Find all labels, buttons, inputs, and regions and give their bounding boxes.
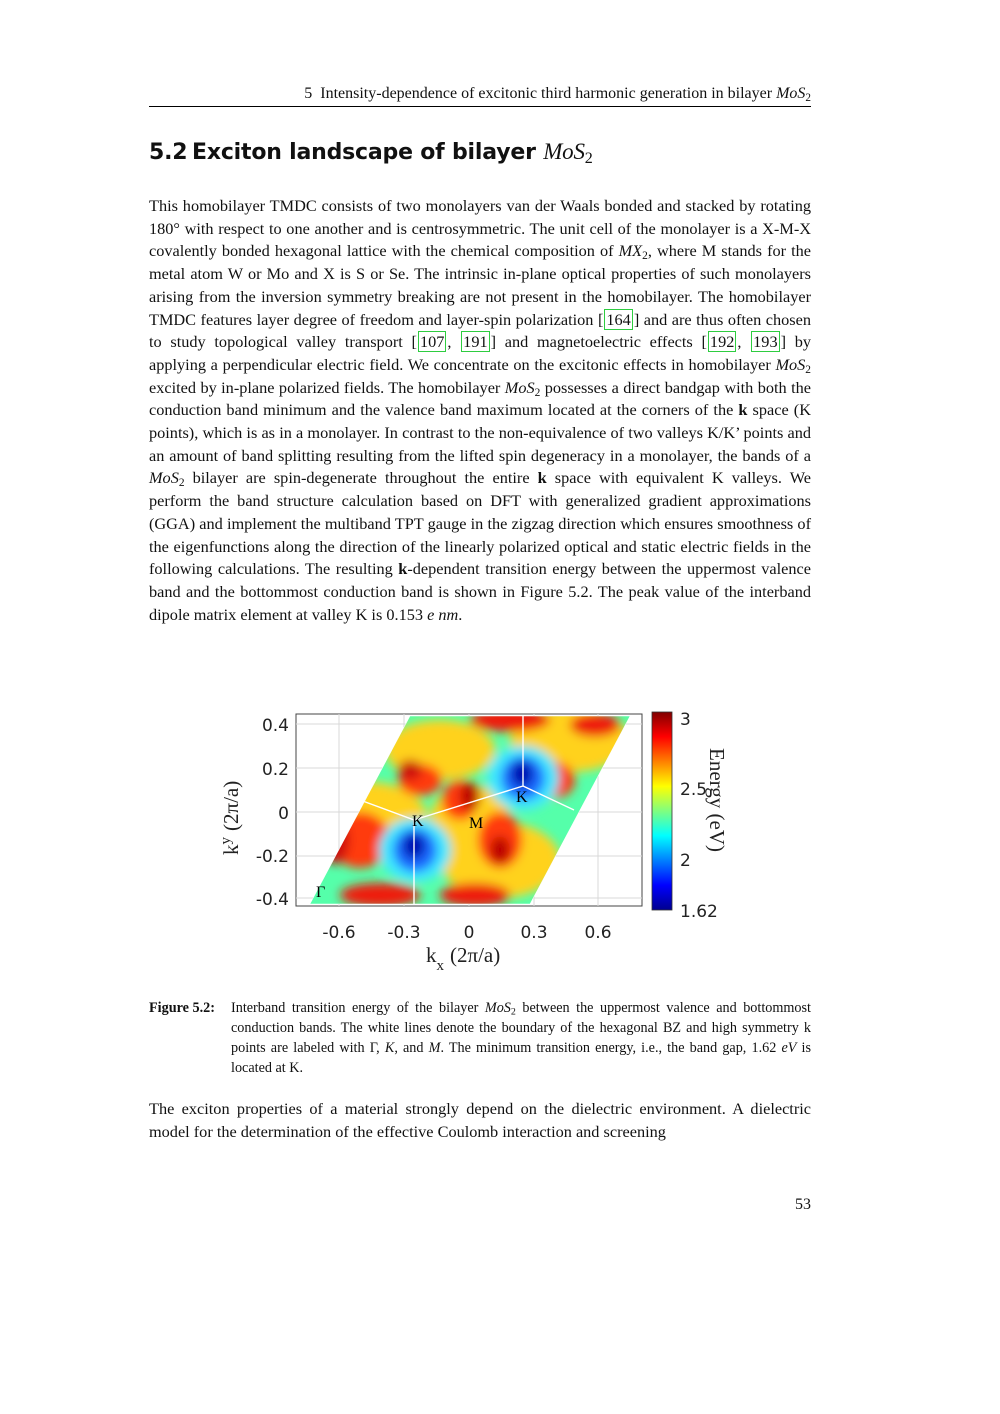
k-point-label: K: [412, 813, 424, 830]
section-title-text: Exciton landscape of bilayer: [192, 140, 544, 165]
y-tick-label: -0.4: [255, 890, 289, 910]
section-title: [149, 136, 593, 169]
x-tick-label: 0.3: [520, 923, 548, 943]
y-axis-label: $k^y(2\pi/a)$: [218, 780, 243, 855]
y-tick-labels: [256, 716, 289, 910]
body-paragraph-1: This homobilayer TMDC consists of two monolayers van der Waals bonded and stacked by rotating 180° with respect to one another and is centrosymmetric. The unit cell of the monolayer is a X-M-X covalently bonded hexagonal lattice with the chemical composition of $MX_2$, where M stands for the metal atom W or Mo and X is S or Se. The intrinsic in-plane optical properties of such monolayers arising from the inversion symmetry breaking are not present in the homobilayer. The homobilayer TMDC features layer degree of freedom and layer-spin polarization [ 164 ] and are thus often chosen to study topological valley transport [ 107 , 191 ] and magnetoelectric effects [ 192 , 193 ] by applying a perpendicular electric field. We concentrate on the excitonic effects in homobilayer MoS$_2$ excited by in-plane polarized fields. The homobilayer MoS$_2$ possesses a direct bandgap with both the conduction band minimum and the valence band maximum located at the corners of the k space (K points), which is as in a monolayer. In contrast to the non-equivalence of two valleys K/K’ points and an amount of band splitting resulting from the lifted spin degeneracy in a monolayer, the bands of a MoS$_2$ bilayer are spin-degenerate throughout the entire k space with equivalent K valleys. We perform the band structure calculation based on DFT with generalized gradient approximations (GGA) and implement the multiband TPT gauge in the zigzag direction which ensures smoothness of the eigenfunctions along the direction of the linearly polarized optical and static electric fields in the following calculations. The resulting k-dependent transition energy between the uppermost valence band and the bottommost conduction band is shown in Figure 5.2. The peak value of the interband dipole matrix element at valley K is 0.153 e nm.: [149, 196, 812, 624]
gamma-point-label: Γ: [316, 884, 326, 901]
y-tick-label: 0.2: [261, 760, 289, 780]
page-number: 53: [795, 1196, 811, 1213]
running-header: [149, 84, 811, 107]
figure-caption: [149, 998, 811, 1078]
energy-heatmap-chart: [200, 700, 760, 980]
colorbar: [652, 712, 672, 910]
figure-caption-text: Interband transition energy of the bilayer MoS$_2$ between the uppermost valence and bottommost conduction bands. The white lines denote the boundary of the hexagonal BZ and high symmetry k points are labeled with Γ, K, and M. The minimum transition energy, i.e., the band gap, 1.62 eV is located at K.: [231, 1000, 811, 1076]
x-axis-label: $k_x$ (2π/a): [426, 943, 501, 974]
x-tick-labels: [322, 923, 611, 943]
x-tick-label: -0.6: [322, 923, 356, 943]
y-tick-label: -0.2: [255, 847, 289, 867]
colorbar-tick-label: 3: [680, 710, 691, 730]
citation-193[interactable]: 193: [753, 332, 778, 352]
y-tick-label: 0.4: [261, 716, 289, 736]
citation-191[interactable]: 191: [463, 332, 488, 352]
m-point-label: M: [469, 815, 484, 832]
citation-164[interactable]: 164: [606, 309, 631, 329]
x-tick-label: -0.3: [387, 923, 421, 943]
y-tick-label: 0: [278, 804, 289, 824]
section-title-molecule: MoS$_2$: [543, 139, 593, 168]
colorbar-label: Energy (eV): [705, 748, 729, 852]
citation-192[interactable]: 192: [709, 332, 735, 352]
chapter-title: Intensity-dependence of excitonic third harmonic generation in bilayer: [320, 85, 777, 102]
colorbar-tick-label: 1.62: [680, 902, 718, 922]
colorbar-tick-label: 2.5: [680, 780, 708, 800]
colorbar-tick-label: 2: [680, 851, 691, 871]
x-tick-label: 0.6: [584, 923, 612, 943]
chapter-molecule: MoS$_2$: [776, 85, 811, 104]
chapter-number: 5: [304, 85, 313, 102]
section-number: 5.2: [149, 140, 188, 165]
x-tick-label: 0: [463, 923, 475, 943]
k-prime-point-label: K: [516, 789, 528, 806]
figure-label: Figure 5.2:: [149, 1000, 215, 1016]
citation-107[interactable]: 107: [419, 332, 445, 352]
body-paragraph-2: The exciton properties of a material strongly depend on the dielectric environment. A dielectric model for the determination of the effective Coulomb interaction and screening: [149, 1099, 811, 1141]
figure-5-2: [200, 700, 760, 980]
